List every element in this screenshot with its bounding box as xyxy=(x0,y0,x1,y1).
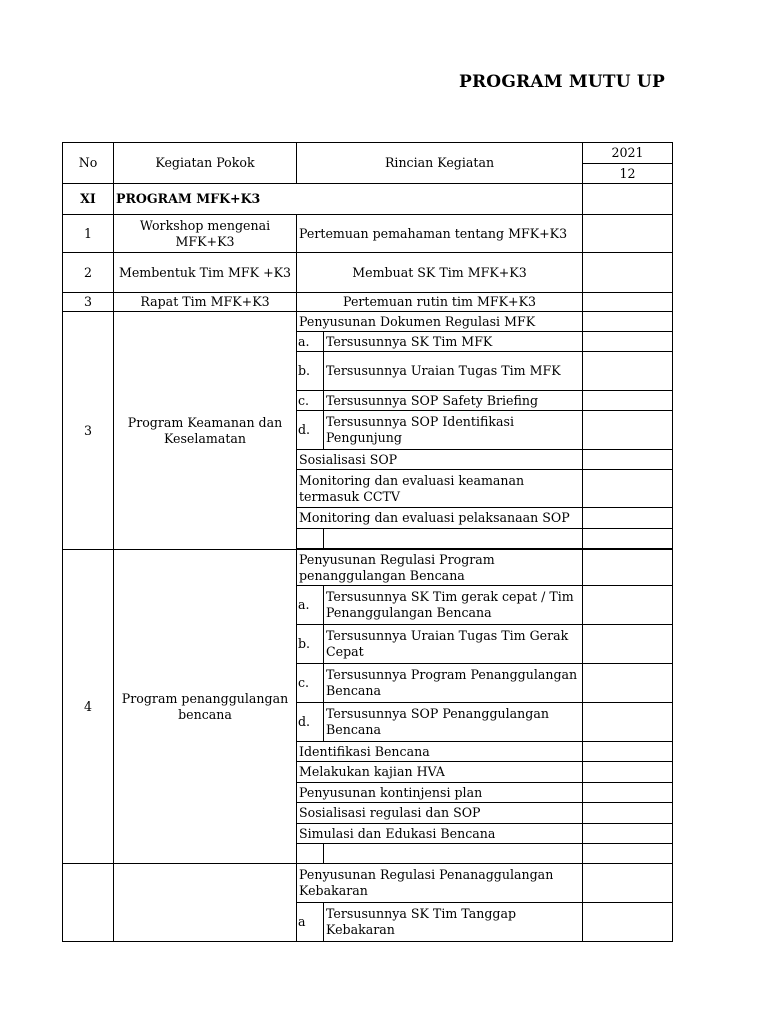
section-row xyxy=(63,184,673,215)
value-cell xyxy=(583,864,673,903)
program-table xyxy=(62,142,673,942)
rincian-cell: Tersusunnya Uraian Tugas Tim MFK xyxy=(324,352,583,391)
value-cell xyxy=(583,550,673,586)
kegiatan-pokok-cell: Membentuk Tim MFK +K3 xyxy=(114,253,297,293)
row-number: 4 xyxy=(63,550,114,864)
value-cell xyxy=(583,215,673,253)
row-number: 1 xyxy=(63,215,114,253)
item-letter: d. xyxy=(297,703,324,742)
header-year: 2021 xyxy=(583,143,673,164)
row-number: 3 xyxy=(63,293,114,312)
table-row xyxy=(63,550,673,586)
item-letter: a. xyxy=(297,586,324,625)
value-cell xyxy=(583,664,673,703)
section-label: PROGRAM MFK+K3 xyxy=(114,184,583,215)
rincian-cell: Membuat SK Tim MFK+K3 xyxy=(297,253,583,293)
value-cell xyxy=(583,470,673,508)
empty-cell xyxy=(297,529,324,549)
value-cell xyxy=(583,312,673,332)
value-cell xyxy=(583,903,673,942)
kegiatan-pokok-cell: Program Keamanan dan Keselamatan xyxy=(114,312,297,550)
rincian-cell: Penyusunan kontinjensi plan xyxy=(297,783,583,803)
table-row xyxy=(63,215,673,253)
rincian-cell: Pertemuan rutin tim MFK+K3 xyxy=(297,293,583,312)
value-cell xyxy=(583,844,673,864)
value-cell xyxy=(583,625,673,664)
document-title: PROGRAM MUTU UP xyxy=(459,72,665,92)
value-cell xyxy=(583,253,673,293)
rincian-cell: Identifikasi Bencana xyxy=(297,742,583,762)
rincian-cell: Tersusunnya SK Tim Tanggap Kebakaran xyxy=(324,903,583,942)
page-bottom-mask xyxy=(0,943,768,1024)
rincian-cell: Tersusunnya SOP Identifikasi Pengunjung xyxy=(324,411,583,450)
rincian-cell: Tersusunnya Uraian Tugas Tim Gerak Cepat xyxy=(324,625,583,664)
header-month: 12 xyxy=(583,164,673,184)
value-cell xyxy=(583,803,673,824)
item-letter: c. xyxy=(297,664,324,703)
rincian-cell: Tersusunnya Program Penanggulangan Bencana xyxy=(324,664,583,703)
value-cell xyxy=(583,508,673,529)
rincian-cell: Tersusunnya SOP Safety Briefing xyxy=(324,391,583,411)
value-cell xyxy=(583,332,673,352)
rincian-cell: Penyusunan Regulasi Program penanggulangan Bencana xyxy=(297,550,583,586)
item-letter: b. xyxy=(297,352,324,391)
kegiatan-pokok-cell: Rapat Tim MFK+K3 xyxy=(114,293,297,312)
item-letter: a xyxy=(297,903,324,942)
kegiatan-pokok-cell: Program penanggulangan bencana xyxy=(114,550,297,864)
value-cell xyxy=(583,391,673,411)
item-letter: a. xyxy=(297,332,324,352)
value-cell xyxy=(583,762,673,783)
rincian-cell: Sosialisasi regulasi dan SOP xyxy=(297,803,583,824)
kegiatan-pokok-cell: Workshop mengenai MFK+K3 xyxy=(114,215,297,253)
value-cell xyxy=(583,352,673,391)
kegiatan-pokok-cell xyxy=(114,864,297,942)
rincian-cell: Penyusunan Regulasi Penanaggulangan Kebakaran xyxy=(297,864,583,903)
value-cell xyxy=(583,184,673,215)
empty-cell xyxy=(324,529,583,549)
table-row xyxy=(63,293,673,312)
rincian-cell: Simulasi dan Edukasi Bencana xyxy=(297,824,583,844)
value-cell xyxy=(583,450,673,470)
header-kegiatan-pokok: Kegiatan Pokok xyxy=(114,143,297,184)
item-letter: b. xyxy=(297,625,324,664)
value-cell xyxy=(583,742,673,762)
row-number: 2 xyxy=(63,253,114,293)
empty-cell xyxy=(324,844,583,864)
table-row xyxy=(63,253,673,293)
value-cell xyxy=(583,586,673,625)
value-cell xyxy=(583,703,673,742)
table-row xyxy=(63,312,673,332)
header-row xyxy=(63,143,673,164)
rincian-cell: Penyusunan Dokumen Regulasi MFK xyxy=(297,312,583,332)
value-cell xyxy=(583,411,673,450)
row-number xyxy=(63,864,114,942)
header-rincian-kegiatan: Rincian Kegiatan xyxy=(297,143,583,184)
section-number: XI xyxy=(63,184,114,215)
rincian-cell: Tersusunnya SK Tim gerak cepat / Tim Penanggulangan Bencana xyxy=(324,586,583,625)
header-no: No xyxy=(63,143,114,184)
value-cell xyxy=(583,824,673,844)
rincian-cell: Sosialisasi SOP xyxy=(297,450,583,470)
table-row xyxy=(63,864,673,903)
rincian-cell: Monitoring dan evaluasi pelaksanaan SOP xyxy=(297,508,583,529)
row-number: 3 xyxy=(63,312,114,550)
rincian-cell: Tersusunnya SOP Penanggulangan Bencana xyxy=(324,703,583,742)
rincian-cell: Pertemuan pemahaman tentang MFK+K3 xyxy=(297,215,583,253)
item-letter: c. xyxy=(297,391,324,411)
rincian-cell: Monitoring dan evaluasi keamanan termasuk CCTV xyxy=(297,470,583,508)
value-cell xyxy=(583,783,673,803)
value-cell xyxy=(583,293,673,312)
empty-cell xyxy=(297,844,324,864)
item-letter: d. xyxy=(297,411,324,450)
rincian-cell: Tersusunnya SK Tim MFK xyxy=(324,332,583,352)
rincian-cell: Melakukan kajian HVA xyxy=(297,762,583,783)
value-cell xyxy=(583,529,673,549)
